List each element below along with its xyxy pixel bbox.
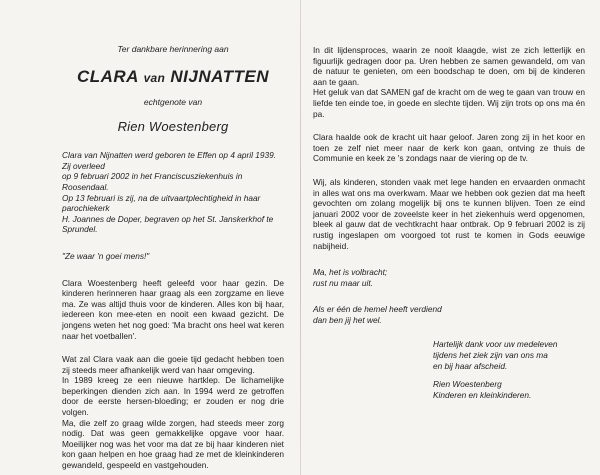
verse-line: Ma, het is volbracht; <box>313 267 388 278</box>
intro-line: Ter dankbare herinnering aan <box>117 44 229 54</box>
verse-line: dan ben jij het wel. <box>313 314 382 325</box>
thanks-line: Hartelijk dank voor uw medeleven <box>433 339 558 350</box>
signature-line: Rien Woestenberg <box>433 379 502 390</box>
verse <box>313 304 585 325</box>
birth-line: op 9 februari 2002 in het Franciscusziekenhuis in Roosendaal. <box>62 171 243 192</box>
paragraph: In 1989 kreeg ze een nieuwe hartklep. De lichamelijke beperkingen dienden zich aan. In 1994 werd ze getroffen door de eerste hersen-bloeding; er zouden er nog drie volgen. <box>62 375 284 418</box>
paragraph: Ma, die zelf zo graag wilde zorgen, had steeds meer zorg nodig. Dat was geen gemakkelijke opgave voor haar. Moeilijker nog was het voor ma dat ze bij haar kinderen niet kon gaan helpen en hoe graag had ze met de kleinkinderen gewandeld, gespeeld en vastgehouden. <box>62 417 284 471</box>
paragraph: Clara haalde ook de kracht uit haar geloof. Jaren zong zij in het koor en toen ze zelf niet meer naar de kerk kon gaan, ontving ze thuis de Communie en keek ze 's zondags naar de viering op de tv. <box>313 132 585 164</box>
thanks-line: en bij haar afscheid. <box>433 360 508 371</box>
quote: "Ze waar 'n goei mens!" <box>62 250 150 261</box>
signature-line: Kinderen en kleinkinderen. <box>433 389 532 400</box>
birth-line: Clara van Nijnatten werd geboren te Effen op 4 april 1939. Zij overleed <box>62 150 277 171</box>
paragraph: Wij, als kinderen, stonden vaak met lege handen en ervaarden onmacht in alles wat ons ma overkwam. Maar we hebben ook gezien dat ma heeft gevochten om zolang mogelijk bij ons te kunnen blijven. Toen ze eind januari 2002 voor de zoveelste keer in het ziekenhuis werd opgenomen, bleek al gauw dat de vechtkracht haar ontbrak. Op 9 februari 2002 is zij rustig ingeslapen om voorgoed tot rust te komen in Gods eeuwige nabijheid. <box>313 176 585 251</box>
signature <box>433 379 585 400</box>
right-page <box>313 0 585 475</box>
paragraph: In dit lijdensproces, waarin ze nooit klaagde, wist ze zich letterlijk en figuurlijk gedragen door pa. Uren hebben ze samen gewandeld, om van de natuur te genieten, om een boodschap te doen, om bij de kinderen aan te gaan. <box>313 45 585 87</box>
thanks-line: tijdens het ziek zijn van ons ma <box>433 350 548 361</box>
verse-line: rust nu maar uit. <box>313 277 373 288</box>
paragraph: Clara Woestenberg heeft geleefd voor haar gezin. De kinderen herinneren haar graag als een zorgzame en lieve ma. Ze was altijd thuis voor de kinderen. Alles kon bij haar, iedereen kon mee-eten en nooit een kwaad gezicht. De jongens weten het nog goed: 'Ma bracht ons heel wat keren naar het voetballen'. <box>62 277 284 341</box>
card-fold <box>300 0 301 475</box>
paragraph: Het geluk van dat SAMEN gaf de kracht om de weg te gaan van trouw en liefde ten einde toe, in goede en slechte tijden. Wij zijn trots op ons ma én pa. <box>313 87 585 119</box>
spouse-name: Rien Woestenberg <box>117 119 229 135</box>
verse-line: Als er één de hemel heeft verdiend <box>313 304 442 315</box>
birth-line: Op 13 februari is zij, na de uitvaartplechtigheid in haar parochiekerk <box>62 192 261 214</box>
verse <box>313 267 585 288</box>
paragraph: Wat zal Clara vaak aan die goeie tijd gedacht hebben toen zij steeds meer afhankelijk werd van haar omgeving. <box>62 354 284 375</box>
name-last: NIJNATTEN <box>170 66 270 86</box>
thanks-note <box>433 339 585 371</box>
spouse-label: echtgenote van <box>143 96 203 107</box>
deceased-name <box>62 67 284 88</box>
birth-line: H. Joannes de Doper, begraven op het St. Janskerkhof te Sprundel. <box>62 213 274 235</box>
name-mid: van <box>143 70 166 85</box>
name-first: CLARA <box>76 66 139 86</box>
left-page <box>62 0 284 475</box>
birth-info <box>62 150 284 235</box>
